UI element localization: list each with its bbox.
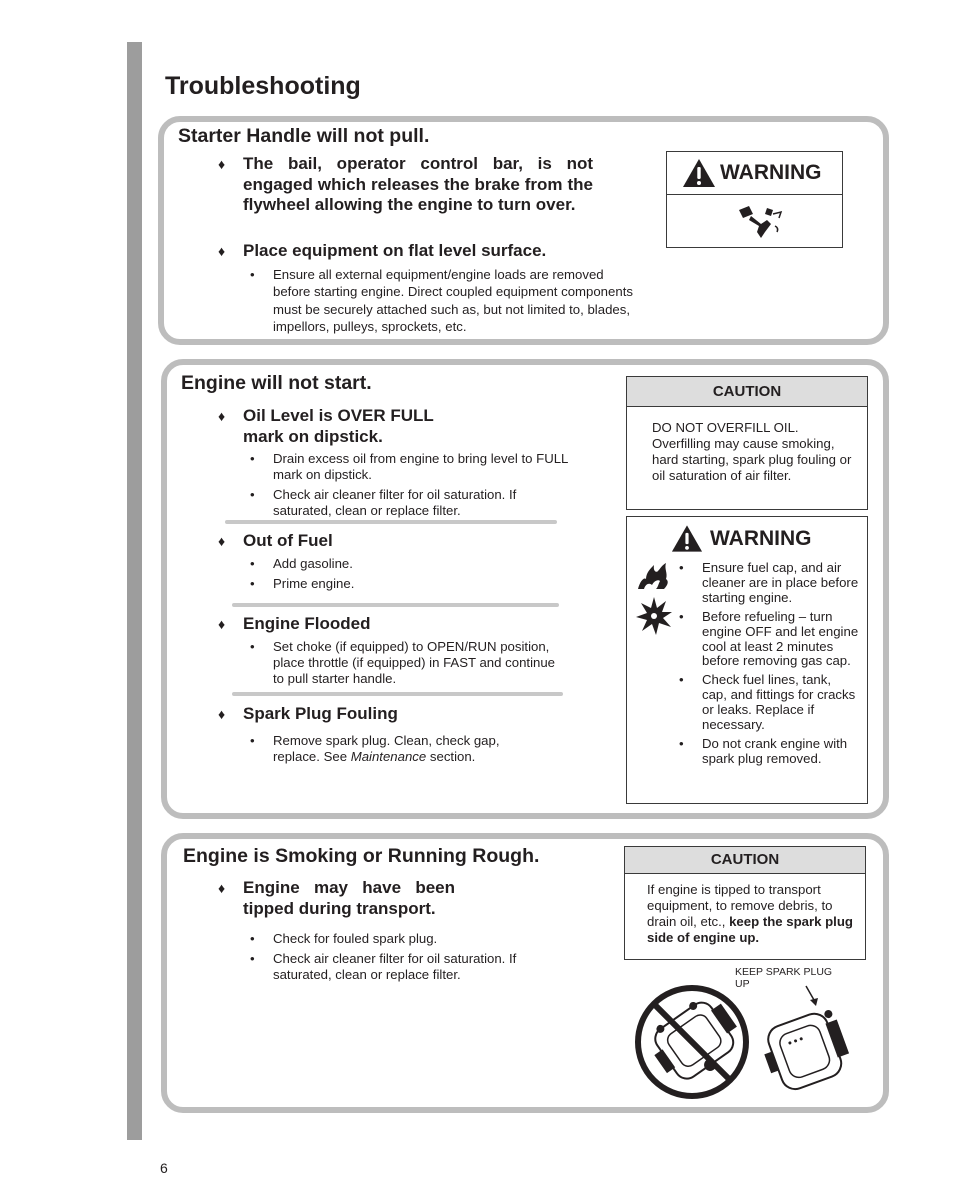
explosion-hazard-icon bbox=[636, 597, 672, 635]
item-out-of-fuel: Out of Fuel bbox=[243, 531, 333, 550]
bullet-list bbox=[248, 733, 548, 769]
side-bar bbox=[127, 42, 142, 1140]
bullet-list bbox=[248, 639, 568, 691]
warning-label: WARNING bbox=[720, 161, 822, 184]
section-title-no-start: Engine will not start. bbox=[181, 372, 372, 394]
caution-text-plain: If engine is tipped to transport equipment, to remove debris, to drain oil, etc., bbox=[647, 882, 833, 929]
bullet-list bbox=[248, 931, 568, 987]
section-title-smoking: Engine is Smoking or Running Rough. bbox=[183, 845, 540, 867]
caution-box-transport bbox=[624, 846, 866, 960]
caution-text bbox=[625, 874, 865, 946]
list-item: • Prime engine. bbox=[248, 576, 548, 592]
maintenance-reference: Maintenance bbox=[350, 749, 427, 764]
warning-triangle-icon bbox=[671, 524, 703, 553]
page-number: 6 bbox=[160, 1160, 168, 1176]
engine-upright-correct-icon bbox=[757, 986, 855, 1096]
item-bail-not-engaged: The bail, operator control bar, is not engaged which releases the brake from the flywheel allowing the engine to turn over. bbox=[243, 154, 593, 214]
diamond-bullet-icon: ♦ bbox=[218, 706, 226, 722]
warning-header bbox=[627, 517, 867, 560]
list-item: • Check fuel lines, tank, cap, and fittings for cracks or leaks. Replace if necessary. bbox=[677, 673, 859, 733]
bullet-list bbox=[248, 266, 633, 339]
diamond-bullet-icon: ♦ bbox=[218, 880, 226, 896]
warning-label: WARNING bbox=[710, 526, 812, 550]
list-item: • Do not crank engine with spark plug removed. bbox=[677, 737, 859, 767]
engine-orientation-figure bbox=[634, 980, 859, 1108]
page-title: Troubleshooting bbox=[165, 72, 361, 100]
list-item: • Check for fouled spark plug. bbox=[248, 931, 568, 947]
warning-box-fuel bbox=[626, 516, 868, 804]
divider bbox=[225, 520, 557, 524]
bullet-list bbox=[248, 556, 548, 596]
item-tipped-transport: Engine may have been tipped during transport. bbox=[243, 878, 455, 918]
list-item bbox=[248, 733, 548, 765]
divider bbox=[232, 603, 559, 607]
diamond-bullet-icon: ♦ bbox=[218, 616, 226, 632]
bullet-list bbox=[248, 451, 568, 523]
list-item: • Drain excess oil from engine to bring level to FULL mark on dipstick. bbox=[248, 451, 568, 483]
diamond-bullet-icon: ♦ bbox=[218, 408, 226, 424]
bullet-text: section. bbox=[426, 749, 476, 764]
list-item: • Ensure fuel cap, and air cleaner are in place before starting engine. bbox=[677, 561, 859, 606]
list-item: • Before refueling – turn engine OFF and let engine cool at least 2 minutes before removing gas cap. bbox=[677, 610, 859, 670]
engine-tipped-wrong-icon bbox=[638, 988, 750, 1096]
item-oil-over-full: Oil Level is OVER FULL mark on dipstick. bbox=[243, 406, 434, 446]
warning-box bbox=[666, 151, 843, 248]
item-spark-plug-fouling: Spark Plug Fouling bbox=[243, 704, 398, 723]
diamond-bullet-icon: ♦ bbox=[218, 243, 226, 259]
diamond-bullet-icon: ♦ bbox=[218, 156, 226, 172]
caution-header: CAUTION bbox=[627, 377, 867, 407]
caution-text: DO NOT OVERFILL OIL. Overfilling may cause smoking, hard starting, spark plug fouling or oil saturation of air filter. bbox=[652, 420, 852, 483]
item-engine-flooded: Engine Flooded bbox=[243, 614, 371, 633]
diamond-bullet-icon: ♦ bbox=[218, 533, 226, 549]
bullet-text: Remove spark plug. Clean, check gap, replace. See bbox=[273, 733, 500, 764]
list-item: • Set choke (if equipped) to OPEN/RUN position, place throttle (if equipped) in FAST and continue to pull starter handle. bbox=[248, 639, 568, 687]
list-item: • Ensure all external equipment/engine loads are removed before starting engine. Direct coupled equipment components must be securely attached such as, but not limited to, blades, impellors, pulleys, sprockets, etc. bbox=[248, 266, 633, 335]
section-title-starter: Starter Handle will not pull. bbox=[178, 125, 430, 147]
fire-hazard-icon bbox=[636, 561, 670, 591]
divider bbox=[232, 692, 563, 696]
caution-box-oil bbox=[626, 376, 868, 510]
caution-header: CAUTION bbox=[625, 847, 865, 874]
list-item: • Add gasoline. bbox=[248, 556, 548, 572]
entanglement-hazard-icon bbox=[737, 202, 783, 240]
list-item: • Check air cleaner filter for oil saturation. If saturated, clean or replace filter. bbox=[248, 487, 568, 519]
warning-triangle-icon bbox=[682, 158, 716, 188]
list-item: • Check air cleaner filter for oil saturation. If saturated, clean or replace filter. bbox=[248, 951, 568, 983]
figure-label: KEEP SPARK PLUG UP bbox=[735, 966, 833, 990]
caution-text-bold: keep the spark plug side of engine up. bbox=[647, 914, 853, 945]
warning-header bbox=[667, 152, 842, 195]
item-flat-surface: Place equipment on flat level surface. bbox=[243, 241, 547, 260]
bullet-list bbox=[677, 561, 859, 771]
